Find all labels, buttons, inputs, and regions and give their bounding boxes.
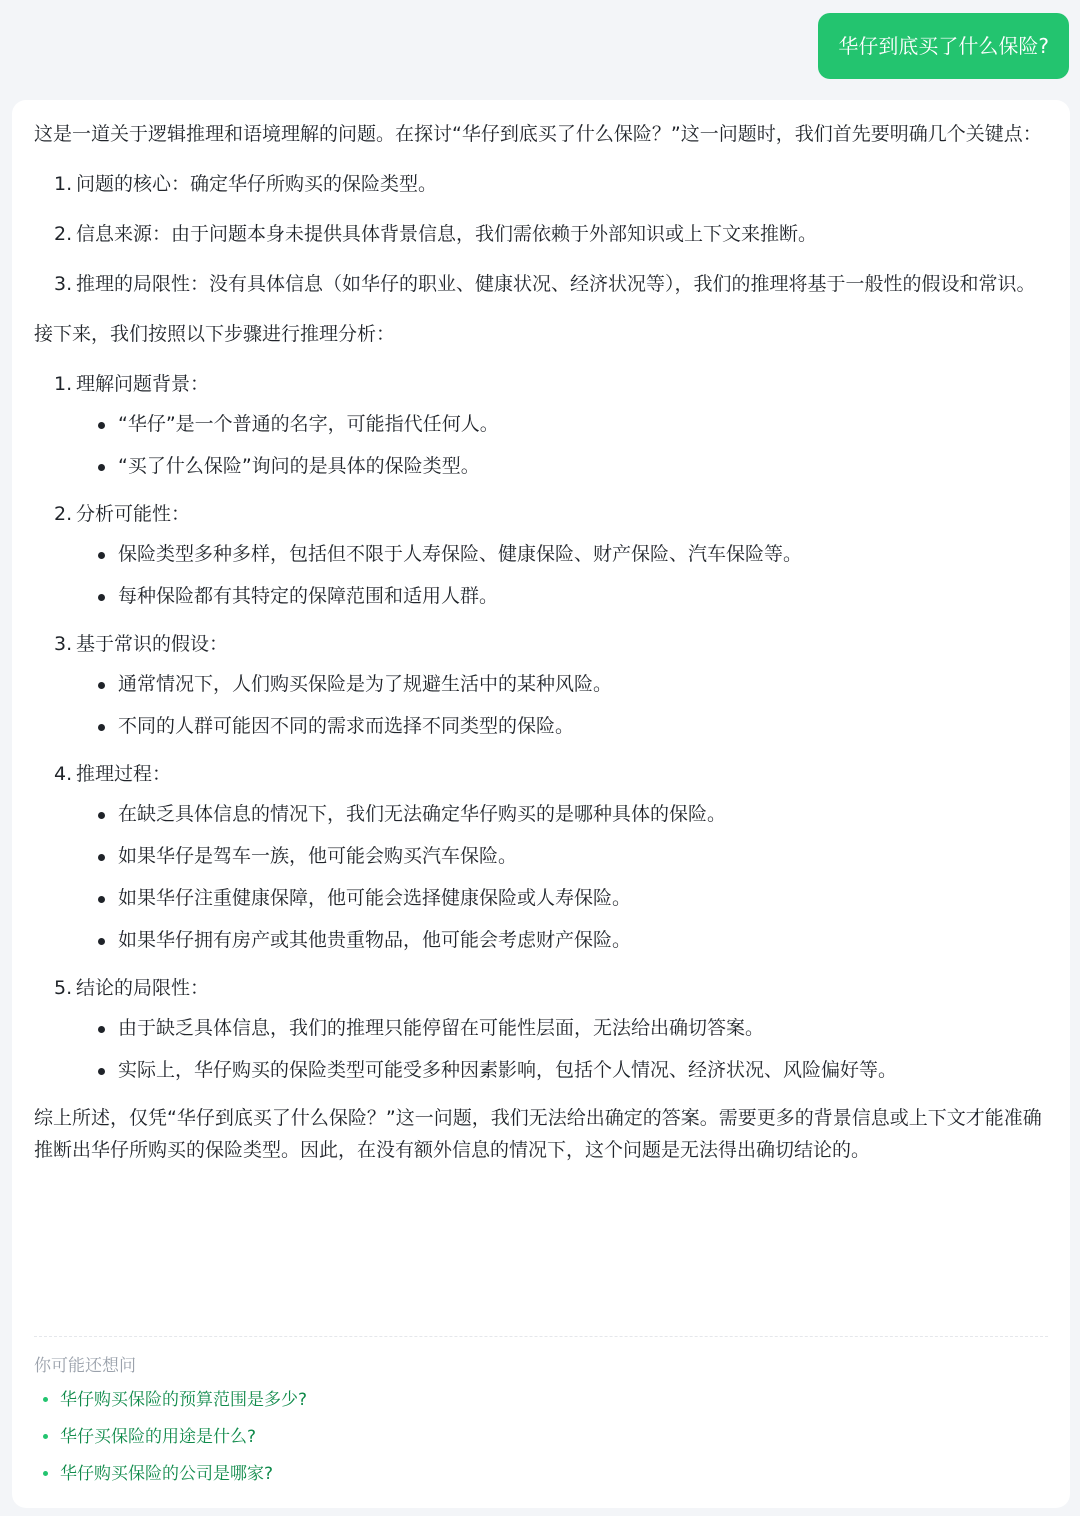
step-number: 4. bbox=[54, 763, 73, 785]
bullet-item: “华仔”是一个普通的名字，可能指代任何人。 bbox=[34, 408, 1048, 440]
step-bullets bbox=[34, 798, 1048, 956]
key-point bbox=[34, 218, 1048, 250]
step-title: 理解问题背景： bbox=[76, 373, 210, 395]
bullet-item: 如果华仔拥有房产或其他贵重物品，他可能会考虑财产保险。 bbox=[34, 924, 1048, 956]
bullet-item: 通常情况下，人们购买保险是为了规避生活中的某种风险。 bbox=[34, 668, 1048, 700]
suggested-question-link[interactable]: 华仔购买保险的预算范围是多少? bbox=[34, 1386, 307, 1414]
step-number: 1. bbox=[54, 373, 73, 395]
bullet-item: 如果华仔是驾车一族，他可能会购买汽车保险。 bbox=[34, 840, 1048, 872]
bullet-item: 在缺乏具体信息的情况下，我们无法确定华仔购买的是哪种具体的保险。 bbox=[34, 798, 1048, 830]
step-item bbox=[34, 972, 1048, 1004]
step-item bbox=[34, 368, 1048, 400]
step-item bbox=[34, 758, 1048, 790]
step-bullets bbox=[34, 1012, 1048, 1086]
step-item bbox=[34, 498, 1048, 530]
user-message-bubble: 华仔到底买了什么保险? bbox=[818, 13, 1069, 79]
key-point-text: 推理的局限性：没有具体信息（如华仔的职业、健康状况、经济状况等），我们的推理将基于一般性的假设和常识。 bbox=[76, 273, 1036, 295]
step-title: 推理过程： bbox=[76, 763, 172, 785]
key-point bbox=[34, 168, 1048, 200]
suggestions-list bbox=[34, 1386, 307, 1497]
bullet-item: 不同的人群可能因不同的需求而选择不同类型的保险。 bbox=[34, 710, 1048, 742]
step-item bbox=[34, 628, 1048, 660]
bullet-item: 由于缺乏具体信息，我们的推理只能停留在可能性层面，无法给出确切答案。 bbox=[34, 1012, 1048, 1044]
step-bullets bbox=[34, 408, 1048, 482]
key-point-number: 1. bbox=[54, 173, 73, 195]
suggestions-divider bbox=[34, 1336, 1048, 1337]
bullet-item: 保险类型多种多样，包括但不限于人寿保险、健康保险、财产保险、汽车保险等。 bbox=[34, 538, 1048, 570]
step-number: 2. bbox=[54, 503, 73, 525]
key-point-number: 2. bbox=[54, 223, 73, 245]
step-title: 结论的局限性： bbox=[76, 977, 210, 999]
step-title: 分析可能性： bbox=[76, 503, 191, 525]
step-number: 5. bbox=[54, 977, 73, 999]
assistant-answer-card bbox=[12, 100, 1070, 1508]
steps-list bbox=[34, 368, 1048, 1086]
answer-intro: 这是一道关于逻辑推理和语境理解的问题。在探讨“华仔到底买了什么保险？”这一问题时，我们首先要明确几个关键点： bbox=[34, 123, 1042, 145]
suggested-question-link[interactable]: 华仔购买保险的公司是哪家? bbox=[34, 1460, 307, 1488]
step-bullets bbox=[34, 668, 1048, 742]
step-bullets bbox=[34, 538, 1048, 612]
bullet-item: 每种保险都有其特定的保障范围和适用人群。 bbox=[34, 580, 1048, 612]
bullet-item: “买了什么保险”询问的是具体的保险类型。 bbox=[34, 450, 1048, 482]
steps-intro: 接下来，我们按照以下步骤进行推理分析： bbox=[34, 323, 396, 345]
bullet-item: 如果华仔注重健康保障，他可能会选择健康保险或人寿保险。 bbox=[34, 882, 1048, 914]
key-point-number: 3. bbox=[54, 273, 73, 295]
key-points-list bbox=[34, 168, 1048, 300]
step-title: 基于常识的假设： bbox=[76, 633, 229, 655]
step-number: 3. bbox=[54, 633, 73, 655]
answer-conclusion: 综上所述，仅凭“华仔到底买了什么保险？”这一问题，我们无法给出确定的答案。需要更多的背景信息或上下文才能准确推断出华仔所购买的保险类型。因此，在没有额外信息的情况下，这个问题是无法得出确切结论的。 bbox=[34, 1107, 1042, 1161]
suggested-question-link[interactable]: 华仔买保险的用途是什么? bbox=[34, 1423, 307, 1451]
key-point-text: 问题的核心：确定华仔所购买的保险类型。 bbox=[76, 173, 438, 195]
suggestions-title: 你可能还想问 bbox=[34, 1356, 136, 1376]
bullet-item: 实际上，华仔购买的保险类型可能受多种因素影响，包括个人情况、经济状况、风险偏好等。 bbox=[34, 1054, 1048, 1086]
key-point bbox=[34, 268, 1048, 300]
key-point-text: 信息来源：由于问题本身未提供具体背景信息，我们需依赖于外部知识或上下文来推断。 bbox=[76, 223, 818, 245]
